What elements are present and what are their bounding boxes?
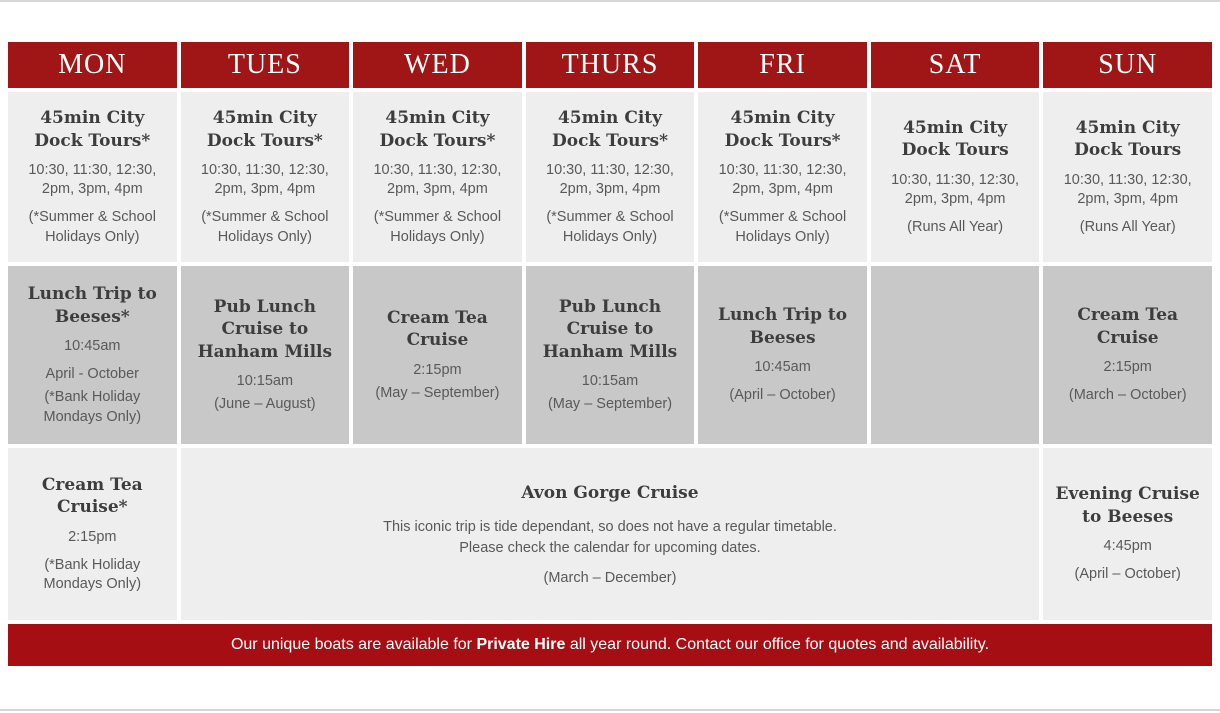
day-header-fri: FRI [698, 42, 867, 88]
tour-title: 45min City Dock Tours* [379, 108, 496, 151]
row-special-cruises [8, 448, 1212, 620]
tour-times: 10:30, 11:30, 12:30, 2pm, 3pm, 4pm [891, 171, 1020, 207]
cruise-time: 2:15pm [68, 528, 117, 545]
tour-times: 10:30, 11:30, 12:30, 2pm, 3pm, 4pm [373, 162, 502, 198]
tour-note: (*Summer & School Holidays Only) [373, 209, 502, 245]
cruise-title: Avon Gorge Cruise [521, 482, 699, 503]
cruise-description-line1: This iconic trip is tide dependant, so does not have a regular timetable. [383, 519, 837, 536]
day-header-tues: TUES [181, 42, 350, 88]
cruise-season: (May – September) [375, 384, 500, 401]
cell-fri-lunch-trip [698, 266, 867, 444]
bottom-divider-line [0, 709, 1220, 711]
day-header-sat: SAT [871, 42, 1040, 88]
row-midday-cruises [8, 266, 1212, 444]
cruise-title: Cream Tea Cruise [387, 307, 488, 351]
cell-mon-lunch-trip [8, 266, 177, 444]
top-divider-line [0, 0, 1220, 2]
cell-wed-cream-tea [353, 266, 522, 444]
cruise-time: 10:15am [581, 373, 639, 390]
cruise-description [383, 517, 837, 559]
cell-thurs-dock-tours [526, 92, 695, 262]
banner-text-before: Our unique boats are available for [230, 636, 477, 653]
tour-times: 10:30, 11:30, 12:30, 2pm, 3pm, 4pm [1063, 171, 1192, 207]
cruise-description-line2: Please check the calendar for upcoming dates. [459, 540, 761, 557]
tour-note: (Runs All Year) [907, 219, 1004, 235]
cell-fri-dock-tours [698, 92, 867, 262]
tour-title: 45min City Dock Tours* [206, 108, 323, 151]
day-header-thurs: THURS [526, 42, 695, 88]
tour-title: 45min City Dock Tours* [34, 108, 151, 151]
cruise-season: (June – August) [214, 396, 316, 413]
cell-mon-cream-tea [8, 448, 177, 620]
cell-sun-dock-tours [1043, 92, 1212, 262]
cell-sun-evening-cruise [1043, 448, 1212, 620]
cruise-time: 4:45pm [1103, 538, 1152, 555]
cell-mon-dock-tours [8, 92, 177, 262]
cell-sat-empty [871, 266, 1040, 444]
banner-text-after: all year round. Contact our office for quotes and availability. [565, 636, 990, 653]
cruise-title: Pub Lunch Cruise to Hanham Mills [197, 296, 333, 362]
cell-thurs-pub-lunch [526, 266, 695, 444]
cruise-title: Cream Tea Cruise [1077, 305, 1179, 348]
tour-times: 10:30, 11:30, 12:30, 2pm, 3pm, 4pm [718, 162, 847, 198]
weekly-timetable [8, 42, 1212, 666]
banner-text [231, 636, 989, 654]
cell-sat-dock-tours [871, 92, 1040, 262]
tour-title: 45min City Dock Tours* [552, 108, 668, 151]
day-header-row [8, 42, 1212, 88]
cruise-season: (March – October) [1068, 387, 1187, 404]
cruise-season: (March – December) [543, 570, 677, 587]
cruise-time: 2:15pm [413, 361, 462, 378]
tour-note: (*Summer & School Holidays Only) [201, 209, 329, 245]
cell-avon-gorge-cruise [181, 448, 1040, 620]
cruise-title: Cream Tea Cruise* [41, 474, 143, 518]
cruise-time: 2:15pm [1103, 359, 1152, 376]
tour-title: 45min City Dock Tours [1074, 117, 1182, 161]
tour-times: 10:30, 11:30, 12:30, 2pm, 3pm, 4pm [546, 162, 674, 198]
cruise-season: (April – October) [1074, 566, 1181, 583]
tour-title: 45min City Dock Tours [901, 117, 1009, 161]
cruise-time: 10:45am [754, 359, 811, 376]
tour-note: (Runs All Year) [1079, 219, 1176, 235]
cruise-note: (*Bank Holiday Mondays Only) [43, 389, 142, 425]
cruise-time: 10:45am [64, 338, 121, 355]
cruise-season: (May – September) [547, 396, 673, 413]
cruise-title: Lunch Trip to Beeses* [27, 284, 157, 327]
cell-tues-pub-lunch [181, 266, 350, 444]
cruise-title: Pub Lunch Cruise to Hanham Mills [542, 296, 678, 362]
banner-highlight: Private Hire [476, 636, 566, 653]
tour-note: (*Summer & School Holidays Only) [546, 209, 674, 245]
private-hire-banner [8, 624, 1212, 666]
cruise-title: Evening Cruise to Beeses [1055, 484, 1200, 527]
day-header-mon: MON [8, 42, 177, 88]
tour-note: (*Summer & School Holidays Only) [718, 209, 847, 245]
tour-times: 10:30, 11:30, 12:30, 2pm, 3pm, 4pm [28, 162, 157, 198]
cell-tues-dock-tours [181, 92, 350, 262]
cruise-note: (*Bank Holiday Mondays Only) [43, 556, 142, 592]
row-city-dock-tours [8, 92, 1212, 262]
cruise-time: 10:15am [236, 373, 294, 390]
tour-title: 45min City Dock Tours* [724, 108, 841, 151]
day-header-wed: WED [353, 42, 522, 88]
tour-times: 10:30, 11:30, 12:30, 2pm, 3pm, 4pm [200, 162, 329, 198]
cell-sun-cream-tea [1043, 266, 1212, 444]
cruise-title: Lunch Trip to Beeses [717, 305, 848, 348]
cell-wed-dock-tours [353, 92, 522, 262]
day-header-sun: SUN [1043, 42, 1212, 88]
cruise-season: April - October [45, 366, 140, 383]
tour-note: (*Summer & School Holidays Only) [28, 209, 156, 245]
cruise-season: (April – October) [729, 387, 836, 404]
